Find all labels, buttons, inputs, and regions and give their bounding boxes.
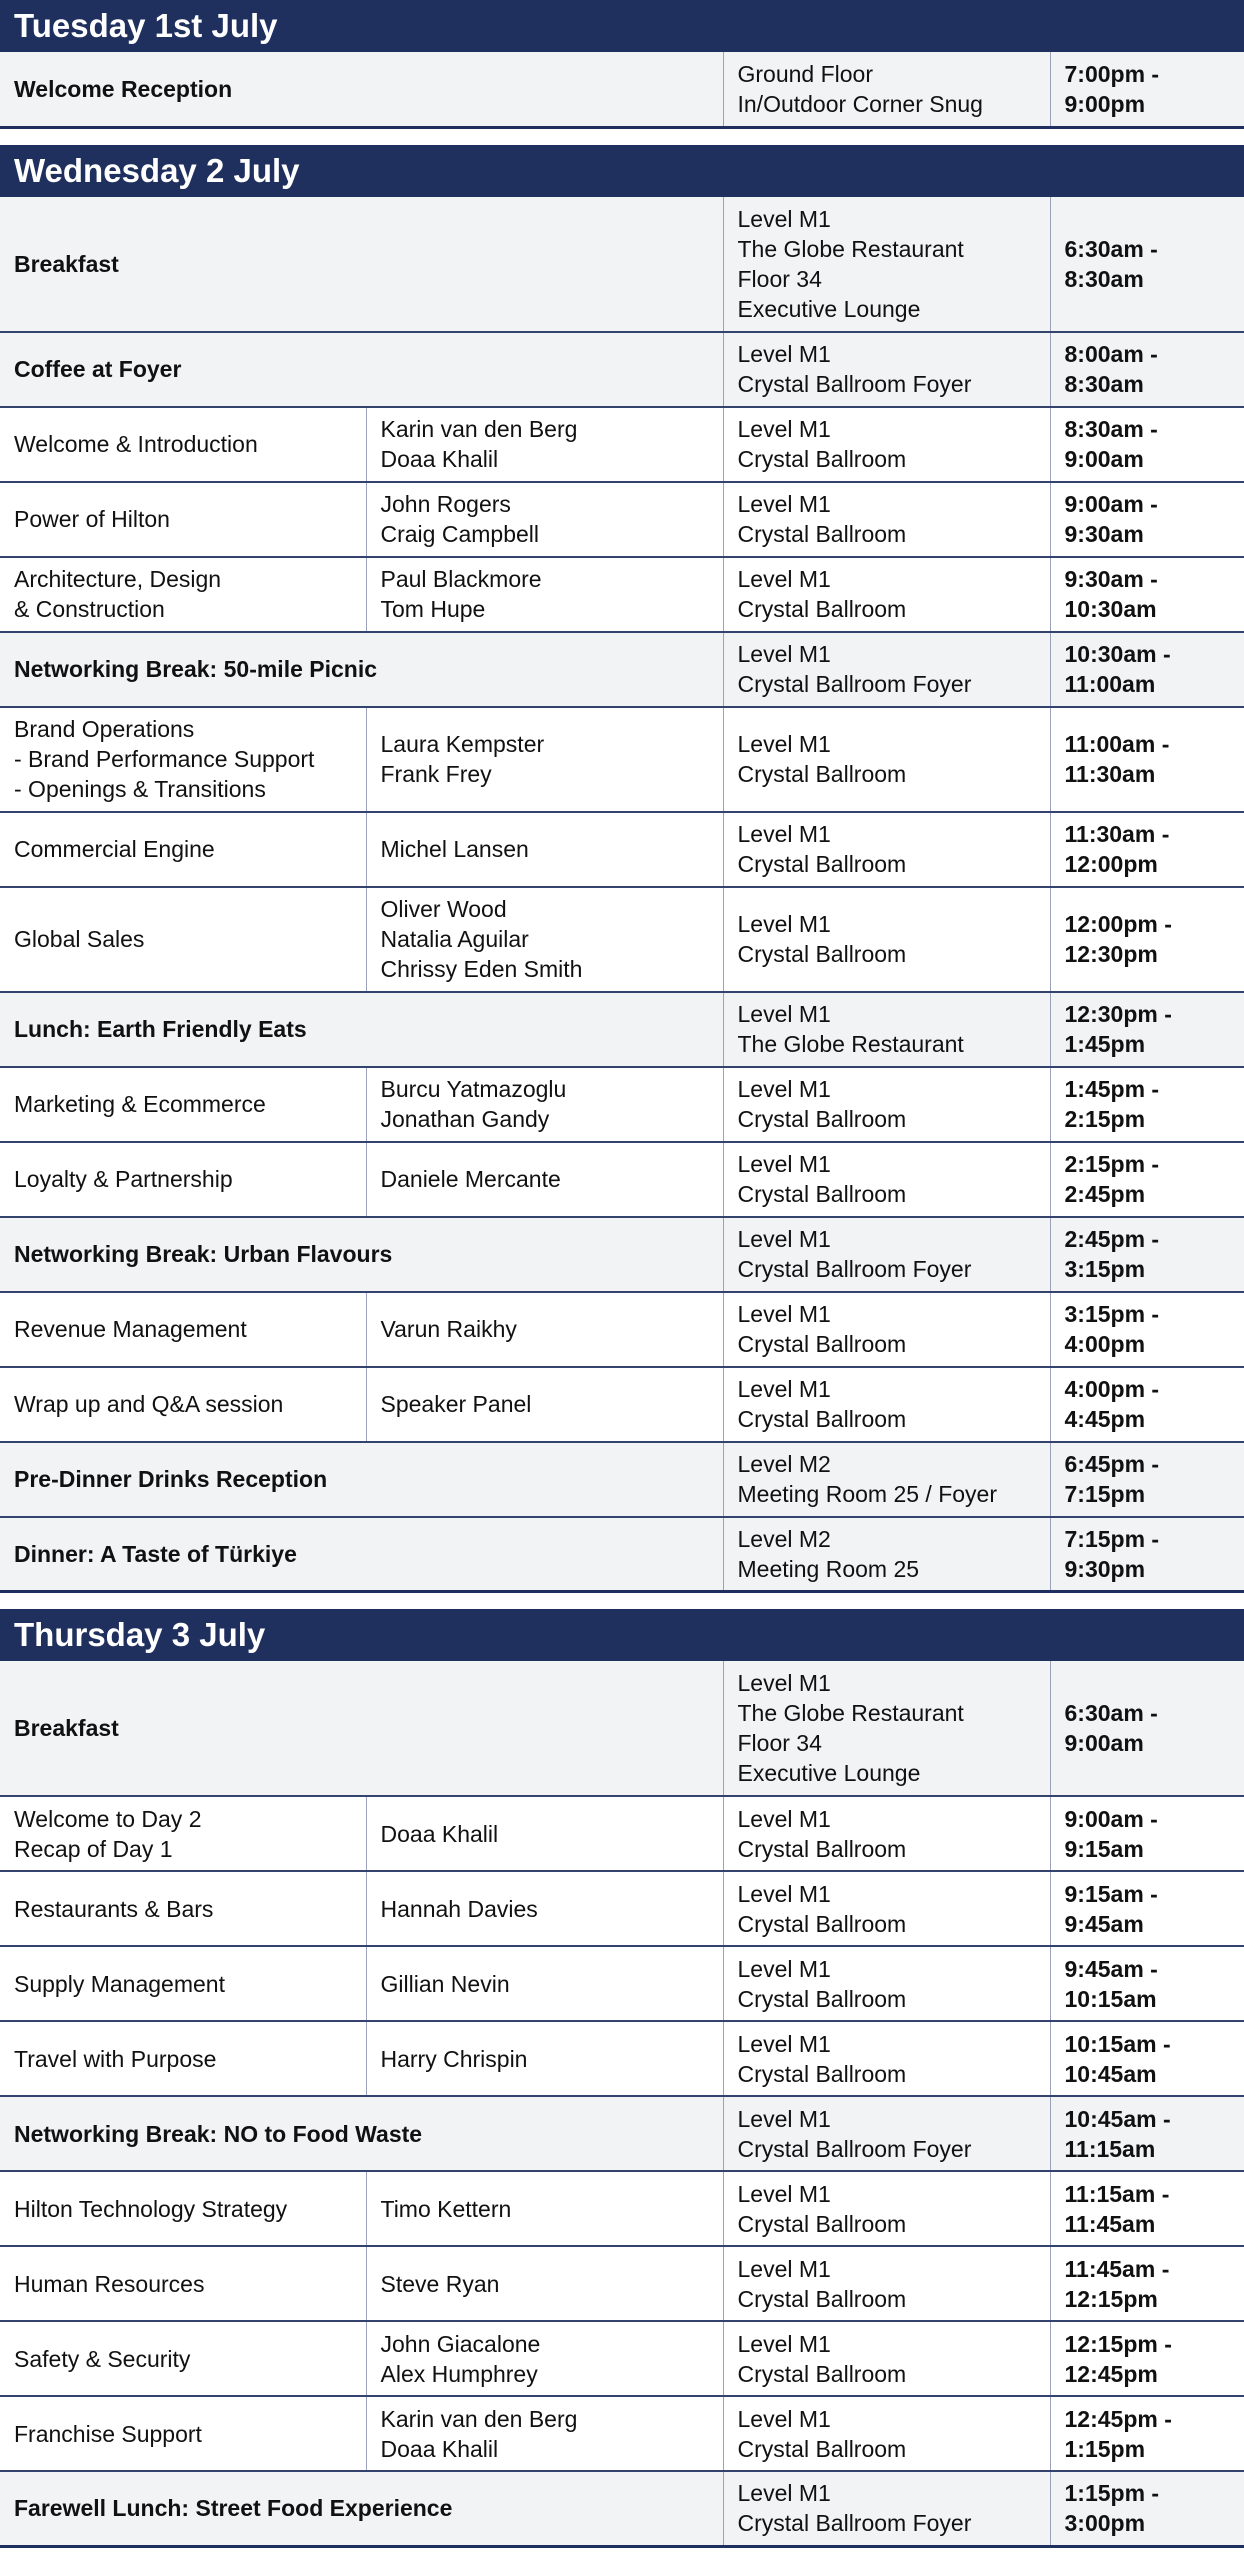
session-row bbox=[0, 407, 1244, 482]
session-title: Hilton Technology Strategy bbox=[0, 2171, 366, 2246]
schedule-table bbox=[0, 1661, 1244, 2548]
session-title: Human Resources bbox=[0, 2246, 366, 2321]
session-row bbox=[0, 2021, 1244, 2096]
session-title: Franchise Support bbox=[0, 2396, 366, 2471]
session-time: 9:00am - 9:30am bbox=[1050, 482, 1244, 557]
session-row bbox=[0, 1292, 1244, 1367]
session-title: Pre-Dinner Drinks Reception bbox=[0, 1442, 723, 1517]
session-title: Coffee at Foyer bbox=[0, 332, 723, 407]
session-location: Level M1 Crystal Ballroom bbox=[723, 1292, 1050, 1367]
session-location: Level M1 Crystal Ballroom bbox=[723, 407, 1050, 482]
session-location: Level M2 Meeting Room 25 bbox=[723, 1517, 1050, 1592]
session-title: Supply Management bbox=[0, 1946, 366, 2021]
session-time: 9:00am - 9:15am bbox=[1050, 1796, 1244, 1871]
session-row bbox=[0, 1946, 1244, 2021]
session-time: 7:15pm - 9:30pm bbox=[1050, 1517, 1244, 1592]
session-row bbox=[0, 2471, 1244, 2546]
session-time: 12:45pm - 1:15pm bbox=[1050, 2396, 1244, 2471]
session-title: Networking Break: NO to Food Waste bbox=[0, 2096, 723, 2171]
session-row bbox=[0, 2321, 1244, 2396]
session-location: Level M1 Crystal Ballroom bbox=[723, 1946, 1050, 2021]
session-time: 11:45am - 12:15pm bbox=[1050, 2246, 1244, 2321]
session-location: Level M1 Crystal Ballroom bbox=[723, 1142, 1050, 1217]
session-title: Farewell Lunch: Street Food Experience bbox=[0, 2471, 723, 2546]
session-speakers: Laura Kempster Frank Frey bbox=[366, 707, 723, 812]
session-location: Level M1 Crystal Ballroom bbox=[723, 2246, 1050, 2321]
day-section bbox=[0, 0, 1244, 145]
session-title: Welcome Reception bbox=[0, 52, 723, 127]
session-title: Loyalty & Partnership bbox=[0, 1142, 366, 1217]
session-title: Revenue Management bbox=[0, 1292, 366, 1367]
day-header: Wednesday 2 July bbox=[0, 145, 1244, 197]
session-location: Level M1 Crystal Ballroom bbox=[723, 707, 1050, 812]
session-row bbox=[0, 1796, 1244, 1871]
session-location: Level M1 Crystal Ballroom Foyer bbox=[723, 632, 1050, 707]
session-location: Level M1 Crystal Ballroom Foyer bbox=[723, 1217, 1050, 1292]
session-row bbox=[0, 1367, 1244, 1442]
session-time: 11:00am - 11:30am bbox=[1050, 707, 1244, 812]
session-speakers: Burcu Yatmazoglu Jonathan Gandy bbox=[366, 1067, 723, 1142]
session-speakers: Oliver Wood Natalia Aguilar Chrissy Eden Smith bbox=[366, 887, 723, 992]
session-time: 10:45am - 11:15am bbox=[1050, 2096, 1244, 2171]
session-time: 6:30am - 8:30am bbox=[1050, 197, 1244, 332]
session-title: Safety & Security bbox=[0, 2321, 366, 2396]
session-row bbox=[0, 197, 1244, 332]
session-time: 1:15pm - 3:00pm bbox=[1050, 2471, 1244, 2546]
session-row bbox=[0, 887, 1244, 992]
session-speakers: Timo Kettern bbox=[366, 2171, 723, 2246]
session-title: Welcome to Day 2 Recap of Day 1 bbox=[0, 1796, 366, 1871]
session-time: 8:30am - 9:00am bbox=[1050, 407, 1244, 482]
session-speakers: Doaa Khalil bbox=[366, 1796, 723, 1871]
session-row bbox=[0, 707, 1244, 812]
session-time: 6:45pm - 7:15pm bbox=[1050, 1442, 1244, 1517]
session-title: Marketing & Ecommerce bbox=[0, 1067, 366, 1142]
session-location: Level M1 Crystal Ballroom Foyer bbox=[723, 2471, 1050, 2546]
session-location: Level M1 Crystal Ballroom bbox=[723, 557, 1050, 632]
session-time: 12:15pm - 12:45pm bbox=[1050, 2321, 1244, 2396]
session-location: Level M1 Crystal Ballroom Foyer bbox=[723, 332, 1050, 407]
session-row bbox=[0, 1067, 1244, 1142]
session-time: 9:30am - 10:30am bbox=[1050, 557, 1244, 632]
session-title: Breakfast bbox=[0, 1661, 723, 1796]
session-location: Ground Floor In/Outdoor Corner Snug bbox=[723, 52, 1050, 127]
day-header: Tuesday 1st July bbox=[0, 0, 1244, 52]
section-gap bbox=[0, 129, 1244, 145]
session-location: Level M1 The Globe Restaurant Floor 34 Executive Lounge bbox=[723, 1661, 1050, 1796]
session-time: 4:00pm - 4:45pm bbox=[1050, 1367, 1244, 1442]
session-time: 10:30am - 11:00am bbox=[1050, 632, 1244, 707]
session-location: Level M2 Meeting Room 25 / Foyer bbox=[723, 1442, 1050, 1517]
session-time: 11:30am - 12:00pm bbox=[1050, 812, 1244, 887]
session-row bbox=[0, 632, 1244, 707]
session-row bbox=[0, 482, 1244, 557]
section-gap bbox=[0, 1593, 1244, 1609]
session-time: 9:15am - 9:45am bbox=[1050, 1871, 1244, 1946]
session-row bbox=[0, 1217, 1244, 1292]
session-time: 6:30am - 9:00am bbox=[1050, 1661, 1244, 1796]
session-speakers: Gillian Nevin bbox=[366, 1946, 723, 2021]
session-time: 9:45am - 10:15am bbox=[1050, 1946, 1244, 2021]
session-speakers: Karin van den Berg Doaa Khalil bbox=[366, 407, 723, 482]
session-title: Power of Hilton bbox=[0, 482, 366, 557]
session-location: Level M1 Crystal Ballroom bbox=[723, 1067, 1050, 1142]
session-speakers: Paul Blackmore Tom Hupe bbox=[366, 557, 723, 632]
session-location: Level M1 Crystal Ballroom bbox=[723, 1367, 1050, 1442]
session-title: Global Sales bbox=[0, 887, 366, 992]
session-row bbox=[0, 1661, 1244, 1796]
session-title: Restaurants & Bars bbox=[0, 1871, 366, 1946]
session-time: 3:15pm - 4:00pm bbox=[1050, 1292, 1244, 1367]
session-title: Architecture, Design & Construction bbox=[0, 557, 366, 632]
session-location: Level M1 Crystal Ballroom bbox=[723, 887, 1050, 992]
session-row bbox=[0, 1442, 1244, 1517]
session-location: Level M1 The Globe Restaurant bbox=[723, 992, 1050, 1067]
session-location: Level M1 Crystal Ballroom bbox=[723, 1871, 1050, 1946]
session-location: Level M1 Crystal Ballroom bbox=[723, 482, 1050, 557]
session-speakers: Varun Raikhy bbox=[366, 1292, 723, 1367]
session-time: 1:45pm - 2:15pm bbox=[1050, 1067, 1244, 1142]
session-title: Brand Operations - Brand Performance Support - Openings & Transitions bbox=[0, 707, 366, 812]
session-speakers: Speaker Panel bbox=[366, 1367, 723, 1442]
session-time: 12:00pm - 12:30pm bbox=[1050, 887, 1244, 992]
session-time: 8:00am - 8:30am bbox=[1050, 332, 1244, 407]
session-time: 2:45pm - 3:15pm bbox=[1050, 1217, 1244, 1292]
session-location: Level M1 The Globe Restaurant Floor 34 Executive Lounge bbox=[723, 197, 1050, 332]
session-row bbox=[0, 332, 1244, 407]
session-speakers: Steve Ryan bbox=[366, 2246, 723, 2321]
session-row bbox=[0, 1517, 1244, 1592]
session-speakers: Daniele Mercante bbox=[366, 1142, 723, 1217]
session-row bbox=[0, 557, 1244, 632]
session-row bbox=[0, 2096, 1244, 2171]
day-header: Thursday 3 July bbox=[0, 1609, 1244, 1661]
day-section bbox=[0, 1609, 1244, 2548]
session-location: Level M1 Crystal Ballroom bbox=[723, 812, 1050, 887]
session-time: 12:30pm - 1:45pm bbox=[1050, 992, 1244, 1067]
session-row bbox=[0, 2171, 1244, 2246]
session-time: 7:00pm - 9:00pm bbox=[1050, 52, 1244, 127]
session-speakers: Hannah Davies bbox=[366, 1871, 723, 1946]
session-location: Level M1 Crystal Ballroom bbox=[723, 1796, 1050, 1871]
session-title: Networking Break: Urban Flavours bbox=[0, 1217, 723, 1292]
schedule-table bbox=[0, 197, 1244, 1594]
session-speakers: Karin van den Berg Doaa Khalil bbox=[366, 2396, 723, 2471]
session-row bbox=[0, 1142, 1244, 1217]
session-row bbox=[0, 52, 1244, 127]
session-title: Lunch: Earth Friendly Eats bbox=[0, 992, 723, 1067]
session-location: Level M1 Crystal Ballroom bbox=[723, 2396, 1050, 2471]
session-location: Level M1 Crystal Ballroom Foyer bbox=[723, 2096, 1050, 2171]
session-speakers: John Rogers Craig Campbell bbox=[366, 482, 723, 557]
schedule-table bbox=[0, 52, 1244, 129]
session-row bbox=[0, 2396, 1244, 2471]
session-title: Networking Break: 50-mile Picnic bbox=[0, 632, 723, 707]
session-time: 11:15am - 11:45am bbox=[1050, 2171, 1244, 2246]
session-location: Level M1 Crystal Ballroom bbox=[723, 2171, 1050, 2246]
session-speakers: Michel Lansen bbox=[366, 812, 723, 887]
session-row bbox=[0, 992, 1244, 1067]
session-row bbox=[0, 2246, 1244, 2321]
session-title: Breakfast bbox=[0, 197, 723, 332]
session-location: Level M1 Crystal Ballroom bbox=[723, 2021, 1050, 2096]
session-time: 2:15pm - 2:45pm bbox=[1050, 1142, 1244, 1217]
session-location: Level M1 Crystal Ballroom bbox=[723, 2321, 1050, 2396]
session-row bbox=[0, 1871, 1244, 1946]
day-section bbox=[0, 145, 1244, 1610]
session-title: Wrap up and Q&A session bbox=[0, 1367, 366, 1442]
session-title: Dinner: A Taste of Türkiye bbox=[0, 1517, 723, 1592]
session-title: Commercial Engine bbox=[0, 812, 366, 887]
session-title: Travel with Purpose bbox=[0, 2021, 366, 2096]
session-title: Welcome & Introduction bbox=[0, 407, 366, 482]
session-speakers: John Giacalone Alex Humphrey bbox=[366, 2321, 723, 2396]
session-speakers: Harry Chrispin bbox=[366, 2021, 723, 2096]
session-row bbox=[0, 812, 1244, 887]
session-time: 10:15am - 10:45am bbox=[1050, 2021, 1244, 2096]
